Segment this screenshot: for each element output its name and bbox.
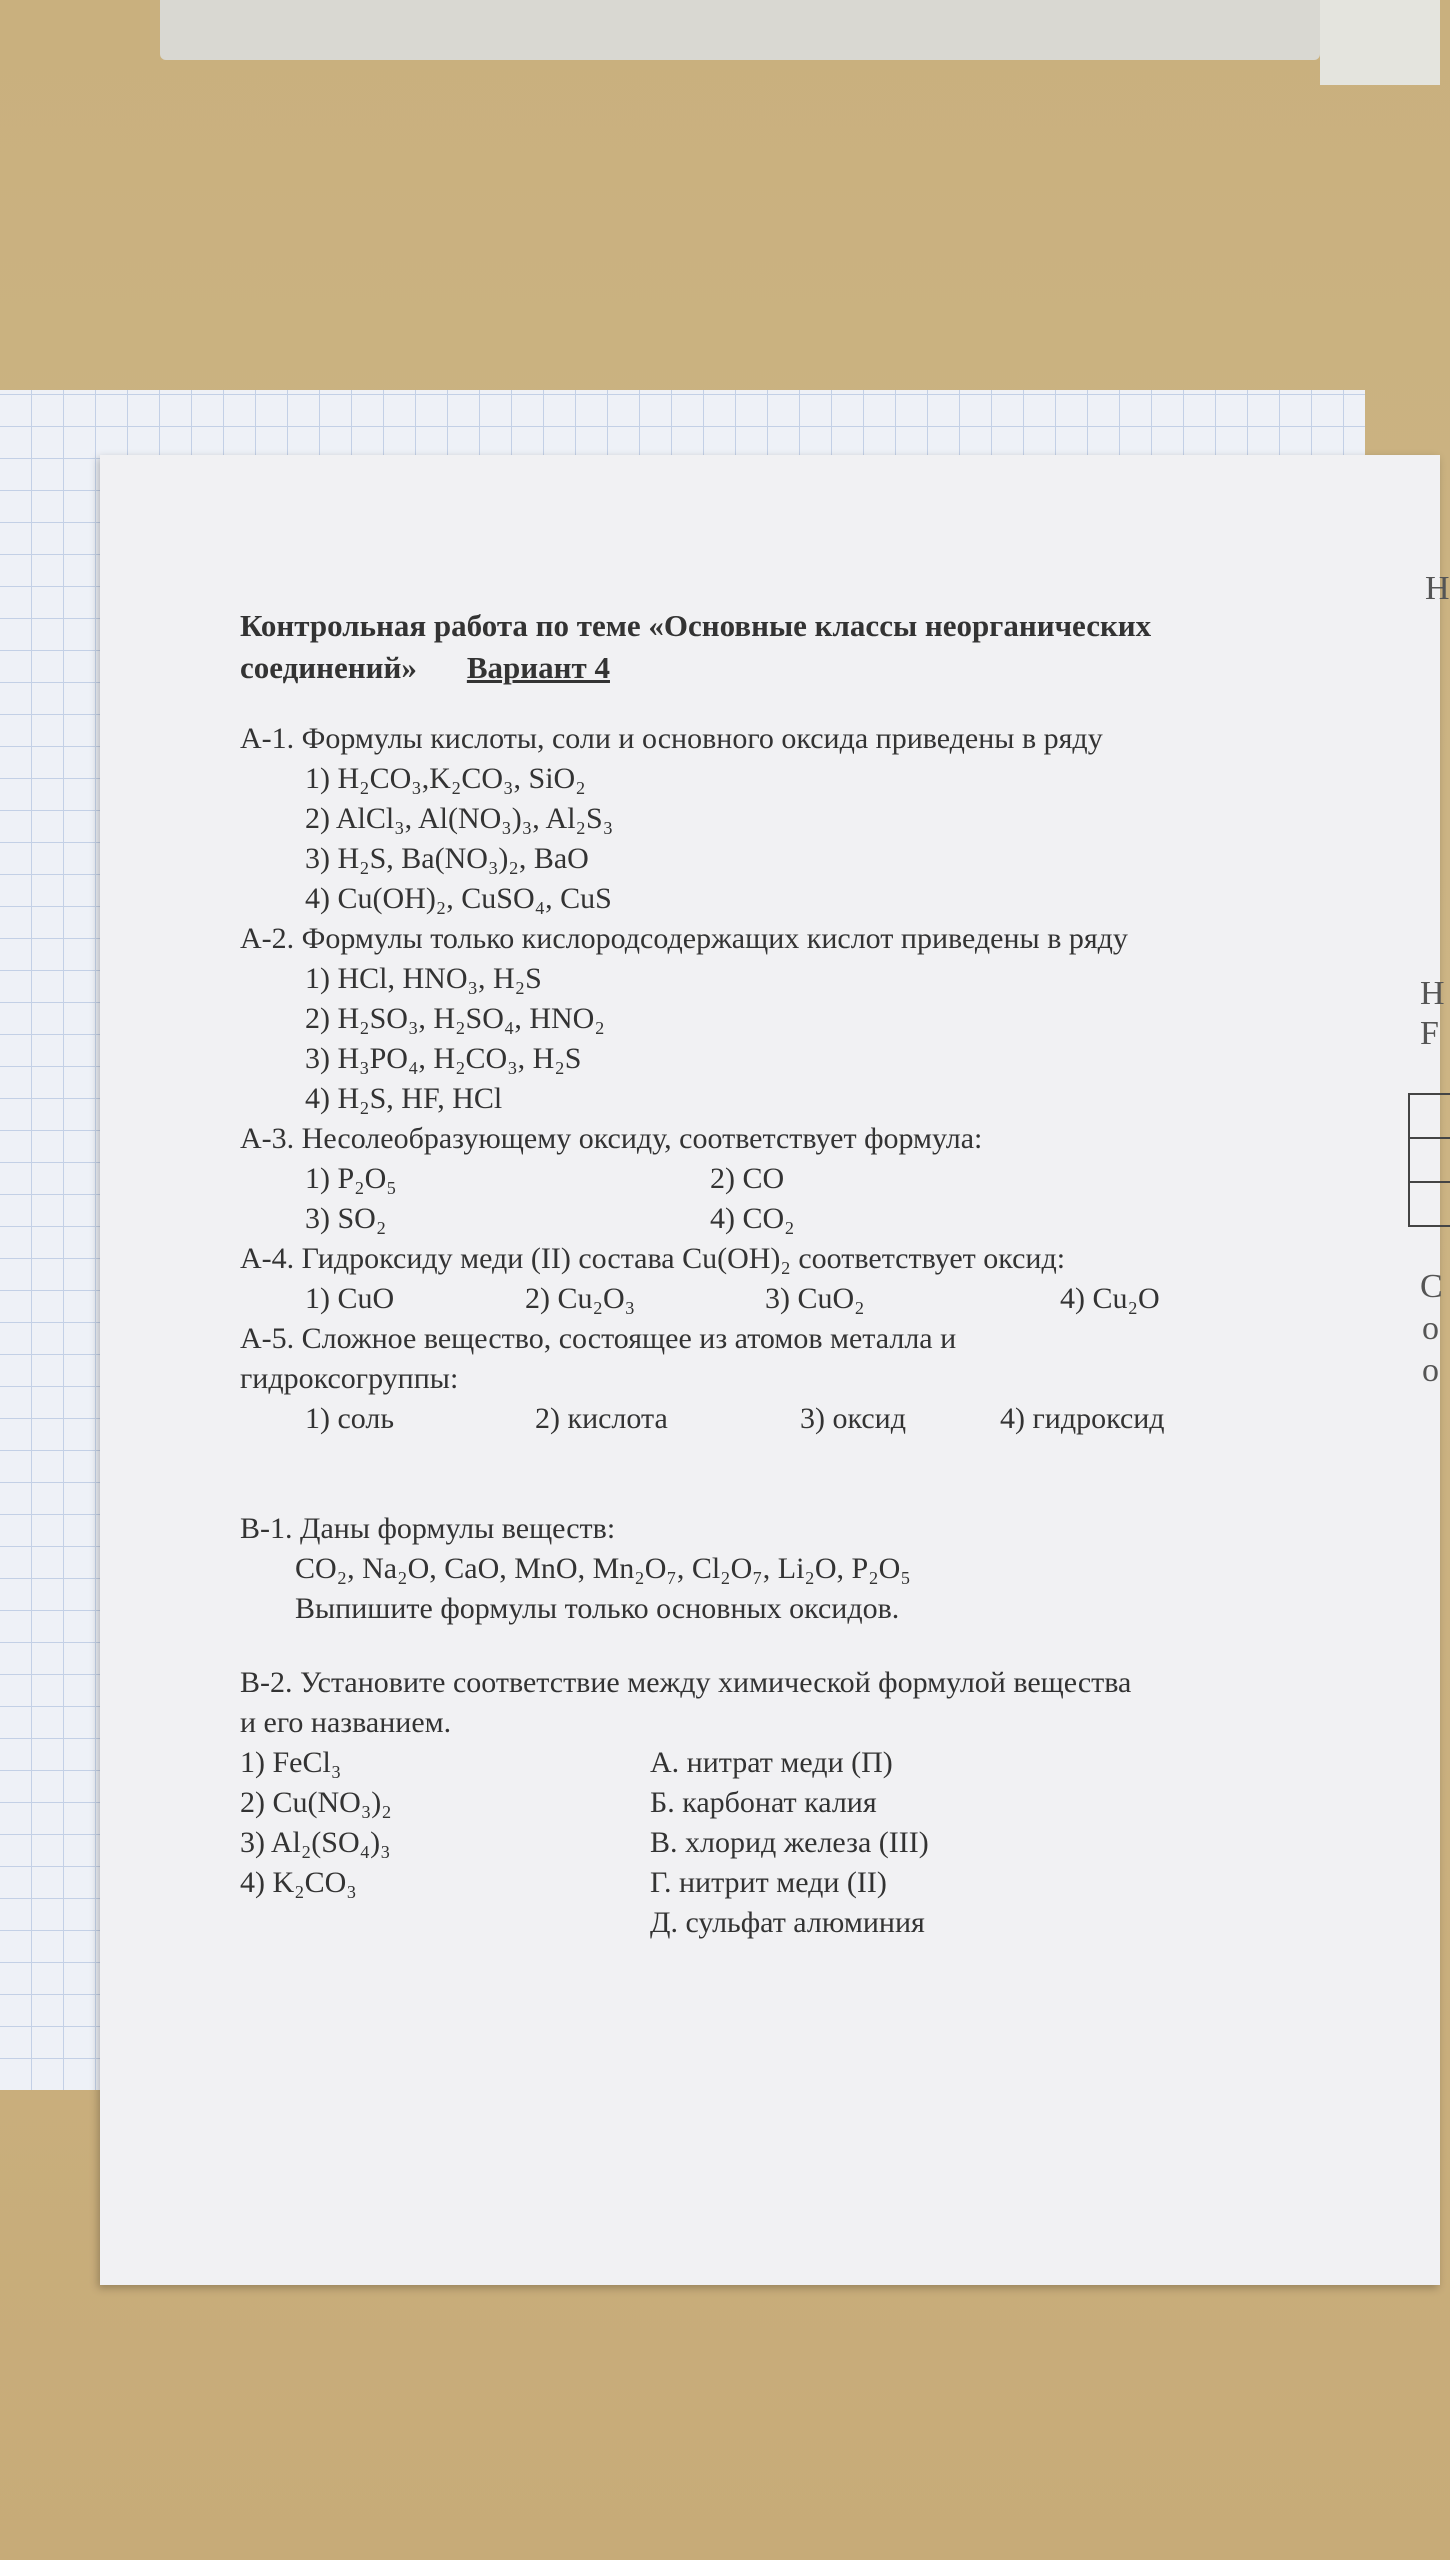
name-item: В. хлорид железа (III): [650, 1826, 929, 1859]
name-item: Д. сульфат алюминия: [650, 1906, 925, 1939]
formula-item: 1) FeCl₃: [240, 1746, 342, 1779]
answer-row: [240, 1199, 1350, 1239]
name-column: [650, 1743, 1350, 1943]
formula-item: 3) Al₂(SO₄)₃: [240, 1826, 391, 1859]
question-a3: А-3. Несолеобразующему оксиду, соответствует формула:: [240, 1122, 983, 1155]
title-line-2-text: соединений»: [240, 650, 417, 685]
variant-label: Вариант 4: [466, 650, 610, 685]
answer-row: [240, 1159, 1350, 1199]
answer-row: [240, 1399, 1350, 1439]
edge-table: [1408, 1093, 1450, 1227]
answer-option: 3) H₂S, Ba(NO₃)₂, BaO: [305, 842, 589, 875]
background-paper-corner: [1320, 0, 1440, 85]
answer-option: 1) HCl, HNO₃, H₂S: [305, 962, 542, 995]
answer-option: 4) Cu₂O: [1060, 1282, 1160, 1315]
title-line-2: [240, 647, 1350, 689]
formula-item: 2) Cu(NO₃)₂: [240, 1786, 392, 1819]
question-b2-line-2: и его названием.: [240, 1706, 452, 1739]
question-a2: А-2. Формулы только кислородсодержащих кислот приведены в ряду: [240, 922, 1128, 955]
answer-option: 2) кислота: [535, 1402, 668, 1435]
answer-option: 2) AlCl₃, Al(NO₃)₃, Al₂S₃: [305, 802, 614, 835]
question-a1: А-1. Формулы кислоты, соли и основного оксида приведены в ряду: [240, 722, 1103, 755]
formula-list: CO₂, Na₂O, CaO, MnO, Mn₂O₇, Cl₂O₇, Li₂O, P₂O₅: [295, 1552, 911, 1585]
answer-option: 2) CO: [710, 1162, 785, 1195]
answer-option: 1) CuO: [305, 1282, 395, 1315]
spacer: [240, 1439, 1350, 1509]
task-text: Выпишите формулы только основных оксидов.: [295, 1592, 900, 1625]
question-a5-line-1: А-5. Сложное вещество, состоящее из атомов металла и: [240, 1322, 957, 1355]
formula-item: 4) K₂CO₃: [240, 1866, 357, 1899]
test-content: [240, 605, 1350, 1943]
question-a5-line-2: гидроксогруппы:: [240, 1362, 459, 1395]
answer-option: 4) Cu(OH)₂, CuSO₄, CuS: [305, 882, 612, 915]
edge-letter: С: [1420, 1268, 1443, 1305]
answer-option: 3) SO₂: [305, 1202, 387, 1235]
answer-option: 4) H₂S, HF, HCl: [305, 1082, 503, 1115]
name-item: А. нитрат меди (П): [650, 1746, 893, 1779]
question-b1: В-1. Даны формулы веществ:: [240, 1512, 616, 1545]
name-item: Б. карбонат калия: [650, 1786, 877, 1819]
edge-letter: F: [1420, 1015, 1439, 1052]
test-title: [240, 605, 1350, 689]
answer-row: [240, 1279, 1350, 1319]
answer-option: 3) оксид: [800, 1402, 906, 1435]
answer-option: 3) H₃PO₄, H₂CO₃, H₂S: [305, 1042, 582, 1075]
answer-option: 1) соль: [305, 1402, 395, 1435]
answer-option: 4) CO₂: [710, 1202, 795, 1235]
title-line-1: Контрольная работа по теме «Основные классы неорганических: [240, 608, 1152, 643]
spacer: [240, 1629, 1350, 1663]
answer-option: 4) гидроксид: [1000, 1402, 1165, 1435]
edge-letter: о: [1422, 1310, 1439, 1347]
formula-column: [240, 1743, 650, 1943]
background-paper: [160, 0, 1320, 60]
answer-option: 2) Cu₂O₃: [525, 1282, 636, 1315]
question-a4: А-4. Гидроксиду меди (II) состава Cu(OH)₂ соответствует оксид:: [240, 1242, 1066, 1275]
answer-option: 1) H₂CO₃,K₂CO₃, SiO₂: [305, 762, 586, 795]
answer-option: 1) P₂O₅: [305, 1162, 397, 1195]
answer-option: 3) CuO₂: [765, 1282, 865, 1315]
edge-letter: Н: [1420, 975, 1445, 1012]
edge-letter: о: [1422, 1352, 1439, 1389]
matching-block: [240, 1743, 1350, 1943]
name-item: Г. нитрит меди (II): [650, 1866, 887, 1899]
question-b2-line-1: В-2. Установите соответствие между химической формулой вещества: [240, 1666, 1132, 1699]
answer-option: 2) H₂SO₃, H₂SO₄, HNO₂: [305, 1002, 605, 1035]
edge-letter: Н: [1425, 570, 1450, 607]
